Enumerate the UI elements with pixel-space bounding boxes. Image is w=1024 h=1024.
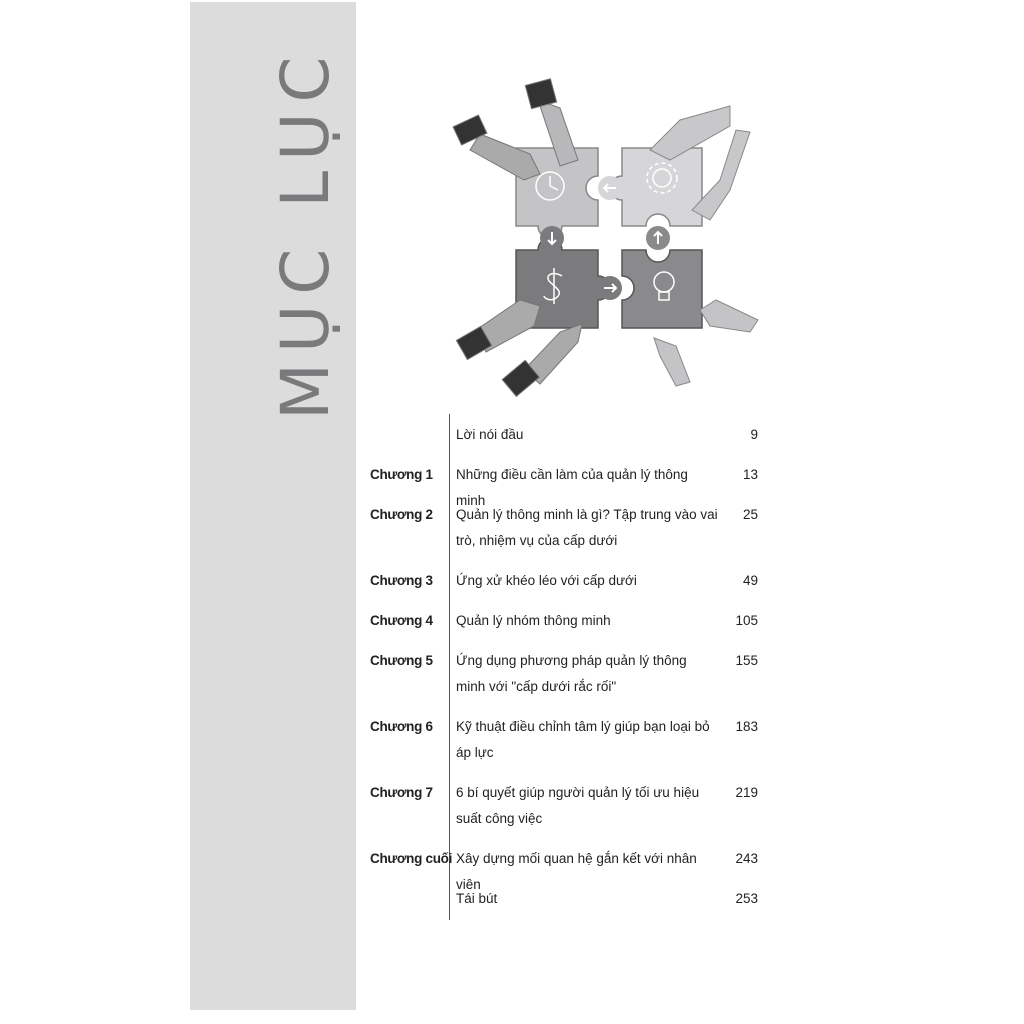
chapter-label: Chương 2 <box>370 507 433 522</box>
page-number: 243 <box>735 851 758 866</box>
page-number: 219 <box>735 785 758 800</box>
chapter-label: Chương 4 <box>370 613 433 628</box>
chapter-label: Chương 5 <box>370 653 433 668</box>
page-number: 253 <box>735 891 758 906</box>
entry-title: Những điều cần làm của quản lý thông minh <box>456 467 688 508</box>
entry-title: Lời nói đầu <box>456 427 524 442</box>
entry-title: Xây dựng mối quan hệ gắn kết với nhân viên <box>456 851 697 892</box>
puzzle-piece-top-right <box>610 148 702 226</box>
page-number: 155 <box>735 653 758 668</box>
entry-title: Kỹ thuật điều chỉnh tâm lý giúp bạn loại bỏ áp lực <box>456 719 710 760</box>
chapter-label: Chương 7 <box>370 785 433 800</box>
chapter-label: Chương cuối <box>370 851 453 866</box>
entry-title: 6 bí quyết giúp người quản lý tối ưu hiệu suất công việc <box>456 785 700 826</box>
entry-title: Ứng dụng phương pháp quản lý thông minh với "cấp dưới rắc rối" <box>456 653 687 694</box>
puzzle-piece-bottom-right <box>622 250 702 328</box>
page-number: 25 <box>742 507 758 522</box>
puzzle-hands-illustration <box>440 70 780 400</box>
chapter-label: Chương 1 <box>370 467 433 482</box>
toc-divider <box>449 414 450 920</box>
page-number: 49 <box>742 573 758 588</box>
page-number: 105 <box>735 613 758 628</box>
entry-title: Quản lý thông minh là gì? Tập trung vào vai trò, nhiệm vụ của cấp dưới <box>456 507 718 548</box>
page-number: 9 <box>750 427 758 442</box>
page-number: 13 <box>742 467 758 482</box>
page-title: MỤC LỤC <box>267 46 344 420</box>
chapter-label: Chương 3 <box>370 573 433 588</box>
entry-title: Quản lý nhóm thông minh <box>456 613 611 628</box>
page-number: 183 <box>735 719 758 734</box>
entry-title: Tái bút <box>456 891 498 906</box>
chapter-label: Chương 6 <box>370 719 433 734</box>
entry-title: Ứng xử khéo léo với cấp dưới <box>456 573 637 588</box>
